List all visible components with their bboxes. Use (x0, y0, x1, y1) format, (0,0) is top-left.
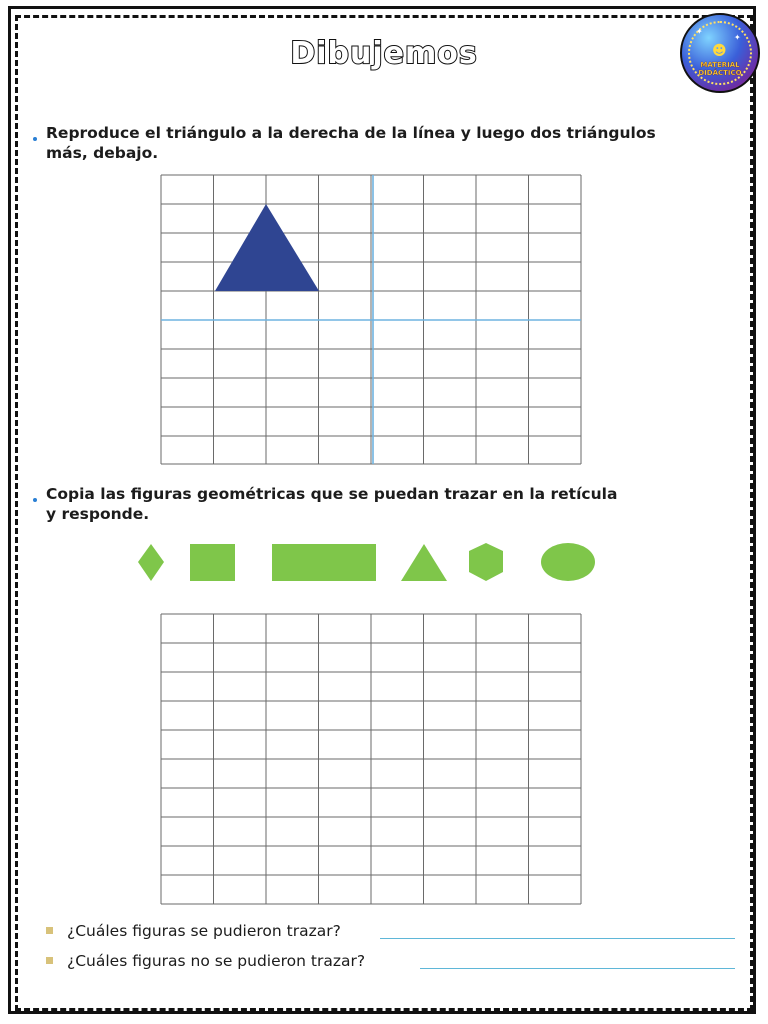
star-icon: ✦ (696, 27, 703, 36)
exercise2-line2: y responde. (46, 505, 150, 523)
material-didactico-logo (680, 13, 760, 93)
exercise2-instruction (46, 484, 617, 524)
question1-answer-line[interactable] (380, 938, 735, 939)
triangle-grid[interactable] (160, 174, 584, 466)
exercise1-line2: más, debajo. (46, 144, 159, 162)
triangle-shape (401, 544, 447, 581)
star-icon: ✦ (734, 33, 741, 42)
exercise1-instruction (46, 123, 656, 163)
rectangle-shape (272, 544, 376, 581)
question2-text: ¿Cuáles figuras no se pudieron trazar? (67, 952, 366, 970)
logo-text (682, 61, 758, 77)
geometric-shapes-row (130, 538, 610, 590)
exercise2-line1: Copia las figuras geométricas que se puedan trazar en la retícula (46, 485, 618, 503)
logo-text-line1: MATERIAL (700, 61, 740, 69)
exercise2-bullet (33, 498, 37, 502)
question2-answer-line[interactable] (420, 968, 735, 969)
drawing-grid[interactable] (160, 613, 584, 907)
question1-text: ¿Cuáles figuras se pudieron trazar? (67, 922, 341, 940)
ellipse-shape (541, 543, 595, 581)
logo-text-line2: DIDÁCTICO (698, 69, 742, 77)
page-title: Dibujemos (290, 36, 478, 71)
square-shape (190, 544, 235, 581)
model-triangle (215, 204, 319, 291)
exercise1-bullet (33, 137, 37, 141)
exercise1-line1: Reproduce el triángulo a la derecha de la línea y luego dos triángulos (46, 124, 656, 142)
question2-bullet (46, 957, 53, 964)
question1-bullet (46, 927, 53, 934)
rhombus-shape (138, 544, 164, 581)
hexagon-shape (469, 543, 503, 581)
astronaut-icon: ☻ (712, 43, 727, 59)
